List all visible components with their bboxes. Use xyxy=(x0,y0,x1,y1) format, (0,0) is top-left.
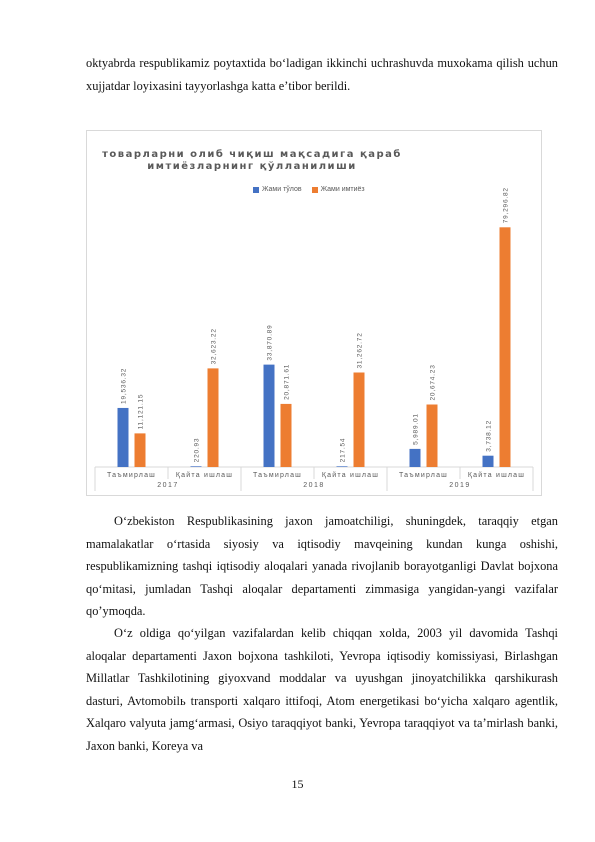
category-label: Таъмирлаш xyxy=(399,472,448,479)
page-number: 15 xyxy=(291,777,304,791)
bar-2-3 xyxy=(281,404,292,467)
bar-1-4 xyxy=(337,466,348,467)
bar-1-5 xyxy=(410,449,421,467)
group-label: 2018 xyxy=(303,482,325,489)
bar-value-label: 20,871.61 xyxy=(283,363,291,400)
chart-title-line1: товарларни олиб чиқиш мақсадига қараб xyxy=(102,149,402,160)
category-label: Қайта ишлаш xyxy=(321,472,380,479)
bar-value-label: 19,536.32 xyxy=(120,367,128,404)
paragraph-tasks: Oʻz oldiga qoʻyilgan vazifalardan kelib chiqqan xolda, 2003 yil davomida Tashqi aloqalar departamenti Jaxon bojxona tashkiloti, Yevropa iqtisodiy komissiyasi, Birlashgan Millatlar Tashkilotining giyoxvand moddalar va uyushgan jinoyatchilikka qarshikurash dasturi, Avtomobilь transporti xalqaro ittifoqi, Atom energetikasi boʻyicha xalqaro agentlik, Xalqaro valyuta jamgʻarmasi, Osiyo taraqqiyot banki, Yevropa taraqqiyot va taʼmirlash banki, Jaxon banki, Koreya va xyxy=(86,626,558,753)
chart-frame xyxy=(86,130,542,496)
category-label: Таъмирлаш xyxy=(107,472,156,479)
bar-value-label: 3,738.12 xyxy=(485,419,493,452)
bar-value-label: 33,870.89 xyxy=(266,324,274,361)
bar-1-3 xyxy=(264,365,275,467)
paragraph-uzbekistan: Oʻzbekiston Respublikasining jaxon jamoatchiligi, shuningdek, taraqqiy etgan mamalakatlar oʻrtasida siyosiy va iqtisodiy mavqeining kundan kunga oshishi, respublikamizning tashqi iqtisodiy aloqalari yanada rivojlanib borayotganligi Davlat bojxona qoʻmitasi, jumladan Tashqi aloqalar departamenti zimmasiga yangidan-yangi vazifalar qoʼymoqda. xyxy=(86,514,558,618)
bar-value-label: 31,262.72 xyxy=(356,332,364,369)
chart-plot xyxy=(87,131,541,495)
category-label: Қайта ишлаш xyxy=(467,472,526,479)
bar-2-2 xyxy=(208,368,219,467)
legend-label-series2: Жами имтиёз xyxy=(320,186,365,193)
group-label: 2017 xyxy=(157,482,179,489)
bar-2-5 xyxy=(427,405,438,467)
bar-1-6 xyxy=(483,456,494,467)
bar-1-1 xyxy=(118,408,129,467)
category-label: Таъмирлаш xyxy=(253,472,302,479)
bar-value-label: 220.93 xyxy=(193,437,201,463)
bar-value-label: 11,121.15 xyxy=(137,393,145,430)
legend-label-series1: Жами тўлов xyxy=(262,186,302,193)
bar-value-label: 79,296.82 xyxy=(502,187,510,224)
bar-1-2 xyxy=(191,466,202,467)
paragraph-intro: oktyabrda respublikamiz poytaxtida boʻladigan ikkinchi uchrashuvda muxokama qilish uchun xujjatdar loyixasini tayyorlashga katta eʼtibor berildi. xyxy=(86,56,558,93)
bar-2-1 xyxy=(135,433,146,467)
bar-value-label: 20,674.23 xyxy=(429,364,437,401)
bar-value-label: 32,623.22 xyxy=(210,328,218,365)
bar-value-label: 217.54 xyxy=(339,437,347,463)
bar-value-label: 5,989.01 xyxy=(412,413,420,445)
category-label: Қайта ишлаш xyxy=(175,472,234,479)
bar-2-6 xyxy=(500,227,511,467)
group-label: 2019 xyxy=(449,482,471,489)
chart-title-line2: имтиёзларнинг қўлланилиши xyxy=(147,161,357,172)
bar-2-4 xyxy=(354,373,365,467)
